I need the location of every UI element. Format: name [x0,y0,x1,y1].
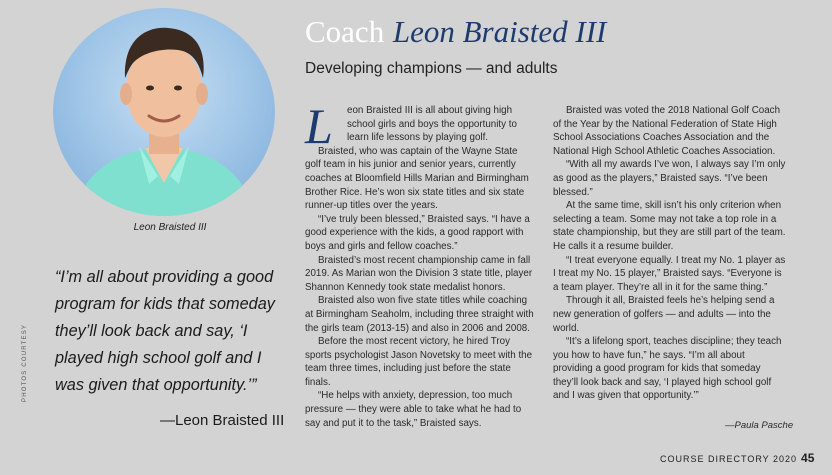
page-footer [660,451,814,465]
paragraph: Through it all, Braisted feels he’s helping send a new generation of golfers — and adults — into the world. [553,295,775,334]
paragraph: “It’s a lifelong sport, teaches discipline; they teach you how to have fun,” he says. “I’m all about providing a good program for kids that someday they’ll look back and say, ‘I played high school golf and I was given that opportunity.’” [553,336,782,402]
paragraph: At the same time, skill isn’t his only criterion when selecting a team. Some may not take a top role in a state championship, but they are still part of the team. He calls it a resume builder. [553,200,786,252]
footer-section: COURSE DIRECTORY 2020 [660,454,798,464]
portrait-illustration [53,8,275,216]
article-subtitle: Developing champions — and adults [305,60,558,77]
paragraph: Braisted was voted the 2018 National Golf Coach of the Year by the National Federation of State High School Associations Coaches Association and the National High School Athletic Coaches Association. [553,105,781,157]
paragraph: Braisted also won five state titles while coaching at Birmingham Seaholm, including three straight with the girls team (2013-15) and also in 2006 and 2008. [305,295,534,334]
pull-quote: “I’m all about providing a good program for kids that someday they’ll look back and say, ‘I played high school golf and I was given that opportunity.’” [55,268,275,394]
paragraph: “With all my awards I’ve won, I always say I’m only as good as the players,” Braisted says. “I’ve been blessed.” [553,159,786,198]
paragraph: eon Braisted III is all about giving high school girls and boys the opportunity to learn life lessons by playing golf. [347,105,517,144]
article-column-2 [553,104,786,403]
author-byline: —Paula Pasche [725,420,794,431]
paragraph: “I treat everyone equally. I treat my No. 1 player as I treat my No. 15 player,” Braisted says. “Everyone is a team player. They’re all in it for the same thing.” [553,254,786,293]
paragraph: “He helps with anxiety, depression, too much pressure — they were able to take what he had to say and put it to the task,” Braisted says. [305,390,522,429]
portrait-photo [53,8,275,216]
photo-credit: PHOTOS COURTESY [22,323,28,402]
page-number: 45 [801,451,815,465]
article-column-1 [305,98,535,430]
paragraph: “I’ve truly been blessed,” Braisted says. “I have a good experience with the kids, a good rapport with boys and girls and fellow coaches.” [305,213,530,252]
drop-cap: L [305,98,333,154]
pull-quote-attribution: —Leon Braisted III [160,412,285,429]
article-title [305,14,606,50]
photo-caption: Leon Braisted III [133,222,207,233]
paragraph: Braisted, who was captain of the Wayne State golf team in his junior and senior years, currently coaches at Bloomfield Hills Marian and Birmingham Brother Rice. He’s won six state titles and six state runner-up titles over the years. [305,145,529,212]
paragraph: Braisted’s most recent championship came in fall 2019. As Marian won the Division 3 state title, player Shannon Kennedy took state medalist honors. [305,254,533,293]
title-name: Leon Braisted III [392,14,607,49]
title-prefix: Coach [305,14,385,49]
paragraph: Before the most recent victory, he hired Troy sports psychologist Jason Novetsky to meet with the team three times, including just before the state finals. [305,336,533,388]
